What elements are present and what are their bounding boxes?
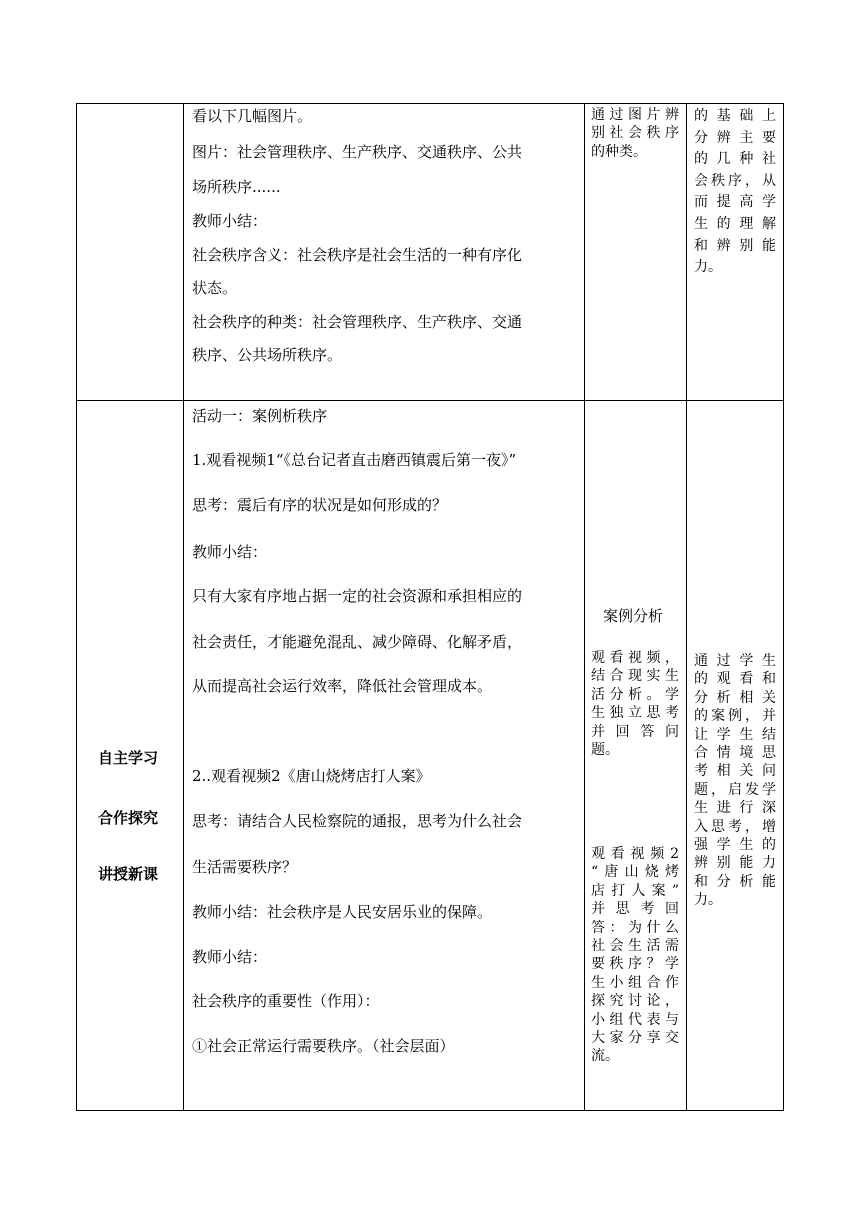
text-line: 场所秩序...... — [192, 178, 281, 196]
row1-student-activity — [591, 106, 679, 161]
text-line: 题。 — [591, 742, 619, 759]
text-line: 观看视频， — [591, 650, 679, 666]
text-line: 答：为什么 — [591, 919, 679, 936]
text-line: 生活需要秩序？ — [192, 858, 298, 876]
text-line: 并思考回 — [591, 901, 679, 918]
text-line: 店打人案” — [591, 882, 679, 899]
text-line: 别社会秩序 — [591, 125, 679, 142]
text-line: 和辨别能 — [694, 237, 776, 254]
row2-student-activity-2 — [591, 845, 679, 1066]
text-line: 生独立思考 — [591, 705, 679, 722]
text-line: 1.观看视频1“《总台记者直击磨西镇震后第一夜》” — [192, 451, 517, 469]
text-line: 入思考，增 — [694, 818, 776, 835]
column-divider-2 — [584, 103, 585, 1111]
text-line: 秩序、公共场所秩序。 — [192, 346, 343, 364]
text-line: 的案例，并 — [694, 708, 776, 725]
text-line: 思考：震后有序的状况是如何形成的？ — [192, 496, 448, 514]
text-line: 力。 — [694, 892, 722, 909]
text-line: 社会秩序含义：社会秩序是社会生活的一种有序化 — [192, 246, 523, 264]
text-line: 的观看和 — [694, 671, 776, 688]
text-line: 只有大家有序地占据一定的社会资源和承担相应的 — [192, 587, 523, 605]
text-line: 而提高学 — [694, 194, 776, 211]
text-line: ①社会正常运行需要秩序。（社会层面） — [192, 1037, 455, 1055]
column-divider-1 — [183, 103, 184, 1111]
text-line: 并回答问 — [591, 723, 679, 740]
text-line: 和分析能 — [694, 873, 776, 890]
text-line: “唐山烧烤 — [591, 864, 679, 881]
text-line: 让学生结 — [694, 726, 776, 743]
text-line: 探究讨论， — [591, 993, 679, 1010]
text-line: 教师小结： — [192, 948, 268, 966]
text-line: 社会生活需 — [591, 938, 679, 955]
text-line: 状态。 — [192, 279, 238, 297]
table-border-left — [76, 103, 77, 1111]
text-line: 教师小结： — [192, 543, 268, 561]
text-line: 力。 — [694, 259, 722, 276]
text-line: 的种类。 — [591, 143, 647, 160]
text-line: 会秩序，从 — [694, 172, 776, 189]
text-line: 大家分享交 — [591, 1030, 679, 1047]
text-line: 辨别能力 — [694, 855, 776, 872]
text-line: 看以下几幅图片。 — [192, 107, 313, 125]
text-line: 社会秩序的重要性（作用）： — [192, 992, 380, 1010]
text-line: 生进行深 — [694, 800, 776, 817]
stage-label: 合作探究 — [98, 809, 159, 827]
text-line: 从而提高社会运行效率，降低社会管理成本。 — [192, 677, 493, 695]
text-line: 通过图片辨 — [591, 107, 679, 123]
text-line: 合情境思 — [694, 745, 776, 762]
text-line: 分析相关 — [694, 689, 776, 706]
text-line: 通过学生 — [694, 653, 776, 669]
text-line: 分辨主要 — [694, 129, 776, 146]
row2-student-activity-1 — [591, 649, 679, 759]
text-line: 题，启发学 — [694, 781, 776, 798]
text-line: 教师小结：社会秩序是人民安居乐业的保障。 — [192, 903, 493, 921]
text-line: 结合现实生 — [591, 668, 679, 685]
text-line: 小组代表与 — [591, 1011, 679, 1028]
text-line: 要秩序？学 — [591, 956, 679, 973]
text-line: 生的理解 — [694, 215, 776, 232]
text-line: 考相关问 — [694, 763, 776, 780]
text-line: 教师小结： — [192, 212, 268, 230]
text-line: 活分析。学 — [591, 686, 679, 703]
text-line: 思考：请结合人民检察院的通报，思考为什么社会 — [192, 812, 523, 830]
text-line: 观看视频2 — [591, 846, 679, 862]
row1-design-intent — [694, 106, 776, 279]
text-line: 2..观看视频2《唐山烧烤店打人案》 — [192, 767, 431, 785]
stage-label: 讲授新课 — [98, 865, 159, 883]
text-line: 的基础上 — [694, 108, 776, 124]
text-line: 强学生的 — [694, 837, 776, 854]
text-line: 社会责任，才能避免混乱、减少障碍、化解矛盾， — [192, 633, 523, 651]
row2-design-intent — [694, 652, 776, 910]
text-line: 活动一：案例析秩序 — [192, 407, 328, 425]
text-line: 生小组合作 — [591, 974, 679, 991]
text-line: 图片：社会管理秩序、生产秩序、交通秩序、公共 — [192, 143, 523, 161]
stage-label: 自主学习 — [98, 749, 159, 767]
text-line: 的几种社 — [694, 151, 776, 168]
text-line: 社会秩序的种类：社会管理秩序、生产秩序、交通 — [192, 313, 523, 331]
text-line: 流。 — [591, 1048, 619, 1065]
table-border-right — [783, 103, 784, 1111]
activity-title: 案例分析 — [603, 607, 664, 625]
column-divider-3 — [686, 103, 687, 1111]
